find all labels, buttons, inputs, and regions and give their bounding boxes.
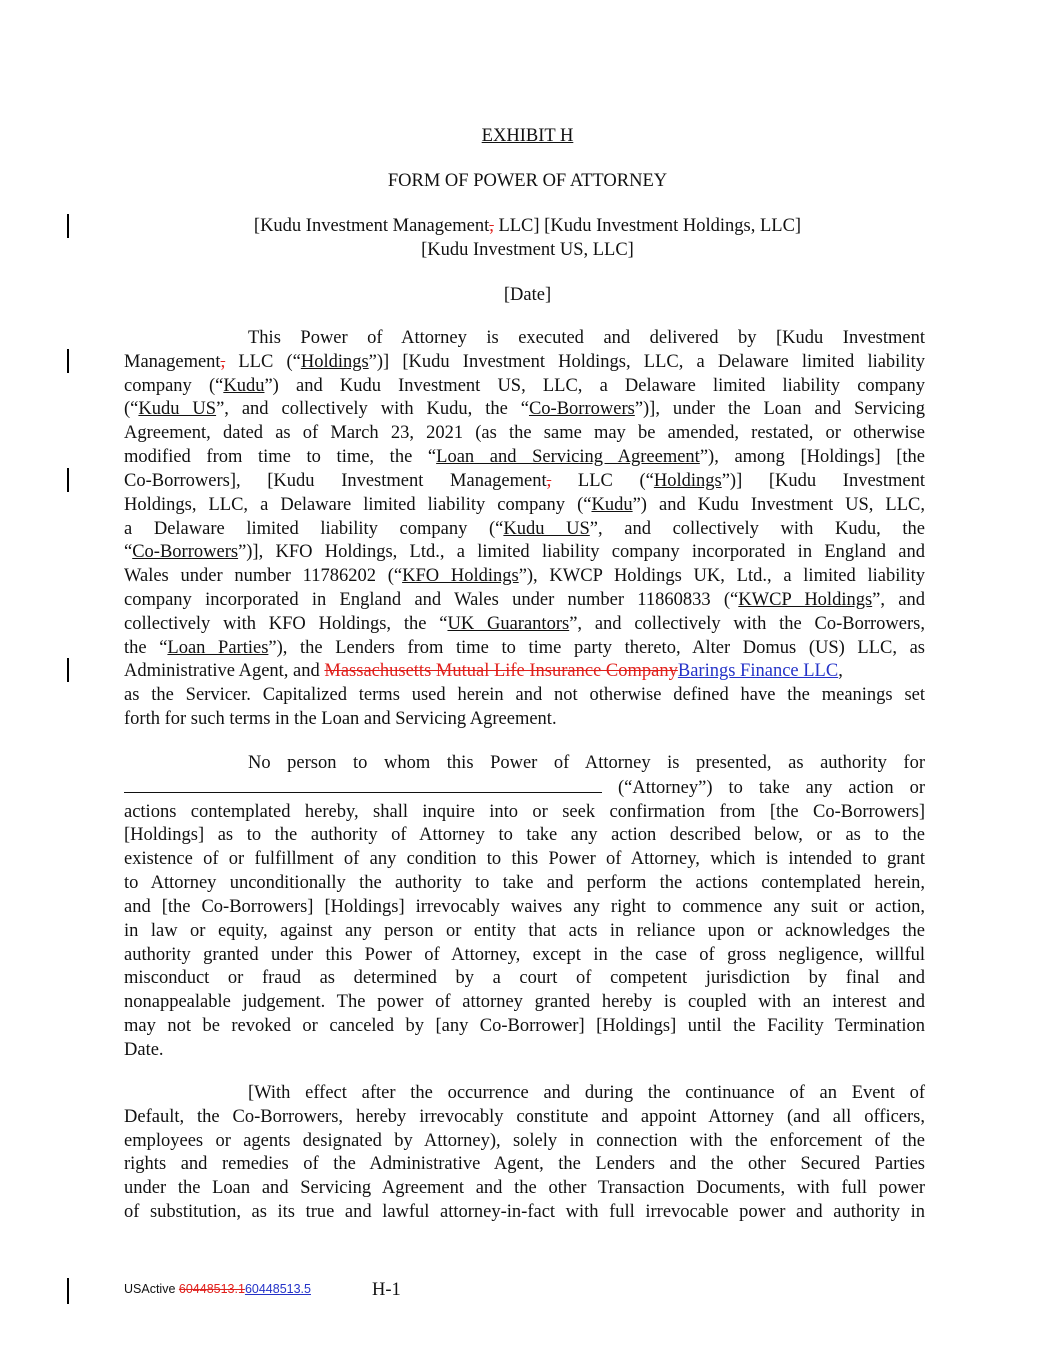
paragraph-appointment: [With effect after the occurrence and during the continuance of an Event of Default, the Co-Borrowers, hereby irrevocably constitute and appoint Attorney (and all officers, employees or agents designated by Attorney), solely in connection with the enforcement of the rights and remedies of the Administrative Agent, the Lenders and the other Secured Parties under the Loan and Servicing Agreement and the other Transaction Documents, with full power of substitution, as its true and lawful attorney-in-fact with full irrevocable power and authority in [124, 1083, 925, 1223]
change-bar [67, 1278, 69, 1304]
paragraph-authority: No person to whom this Power of Attorney is presented, as authority for (“Attorney”) to take any action or actions contemplated hereby, shall inquire into or seek confirmation from [the Co-Borrowers] [Holdings] as to the authority of Attorney to take any action described below, or as to the existence of or fulfillment of any condition to this Power of Attorney, which is intended to grant to Attorney unconditionally the authority to take and perform the actions contemplated herein, and [the Co-Borrowers] [Holdings] irrevocably waives any right to commence any suit or action, in law or equity, against any person or entity that acts in reliance upon or acknowledges the authority granted under this Power of Attorney, except in the case of gross negligence, willful misconduct or fraud as determined by a court of competent jurisdiction by final and nonappealable judgement. The power of attorney granted hereby is coupled with an interest and may not be revoked or canceled by [any Co-Borrower] [Holdings] until the Facility Termination Date. [124, 753, 925, 1060]
change-bar [67, 468, 69, 492]
parties-line-1: [Kudu Investment Management, LLC] [Kudu Investment Holdings, LLC] [253, 216, 802, 236]
parties-line-2: [Kudu Investment US, LLC] [421, 240, 634, 260]
form-title: FORM OF POWER OF ATTORNEY [387, 171, 668, 191]
date-line: [Date] [503, 285, 552, 305]
inserted-text: Barings Finance LLC [677, 661, 839, 682]
exhibit-title: EXHIBIT H [481, 126, 574, 146]
change-bar [67, 349, 69, 373]
page-number: H-1 [372, 1280, 401, 1300]
doc-id-footer: USActive 60448513.160448513.5 [124, 1282, 311, 1296]
change-bar [67, 658, 69, 682]
attorney-name-blank [124, 776, 602, 793]
paragraph-recitals: This Power of Attorney is executed and delivered by [Kudu Investment Management, LLC (“Holdings”)] [Kudu Investment Holdings, LLC, a Delaware limited liability company (“Kudu”) and Kudu Investment US, LLC, a Delaware limited liability company (“Kudu US”, and collectively with Kudu, the “Co-Borrowers”)], under the Loan and Servicing Agreement, dated as of March 23, 2021 (as the same may be amended, restated, or otherwise modified from time to time, the “Loan and Servicing Agreement”), among [Holdings] [the Co-Borrowers], [Kudu Investment Management, LLC (“Holdings”)] [Kudu Investment Holdings, LLC, a Delaware limited liability company (“Kudu”) and Kudu Investment US, LLC, a Delaware limited liability company (“Kudu US”, and collectively with Kudu, the “Co-Borrowers”)], KFO Holdings, Ltd., a limited liability company incorporated in England and Wales under number 11786202 (“KFO Holdings”), KWCP Holdings UK, Ltd., a limited liability company incorporated in England and Wales under number 11860833 (“KWCP Holdings”, and collectively with KFO Holdings, the “UK Guarantors”, and collectively with the Co-Borrowers, the “Loan Parties”), the Lenders from time to time party thereto, Alter Domus (US) LLC, as Administrative Agent, and Massachusetts Mutual Life Insurance CompanyBarings Finance LLC, as the Servicer. Capitalized terms used herein and not otherwise defined have the meanings set forth for such terms in the Loan and Servicing Agreement. [124, 328, 926, 729]
deleted-text: Massachusetts Mutual Life Insurance Company [324, 661, 678, 682]
